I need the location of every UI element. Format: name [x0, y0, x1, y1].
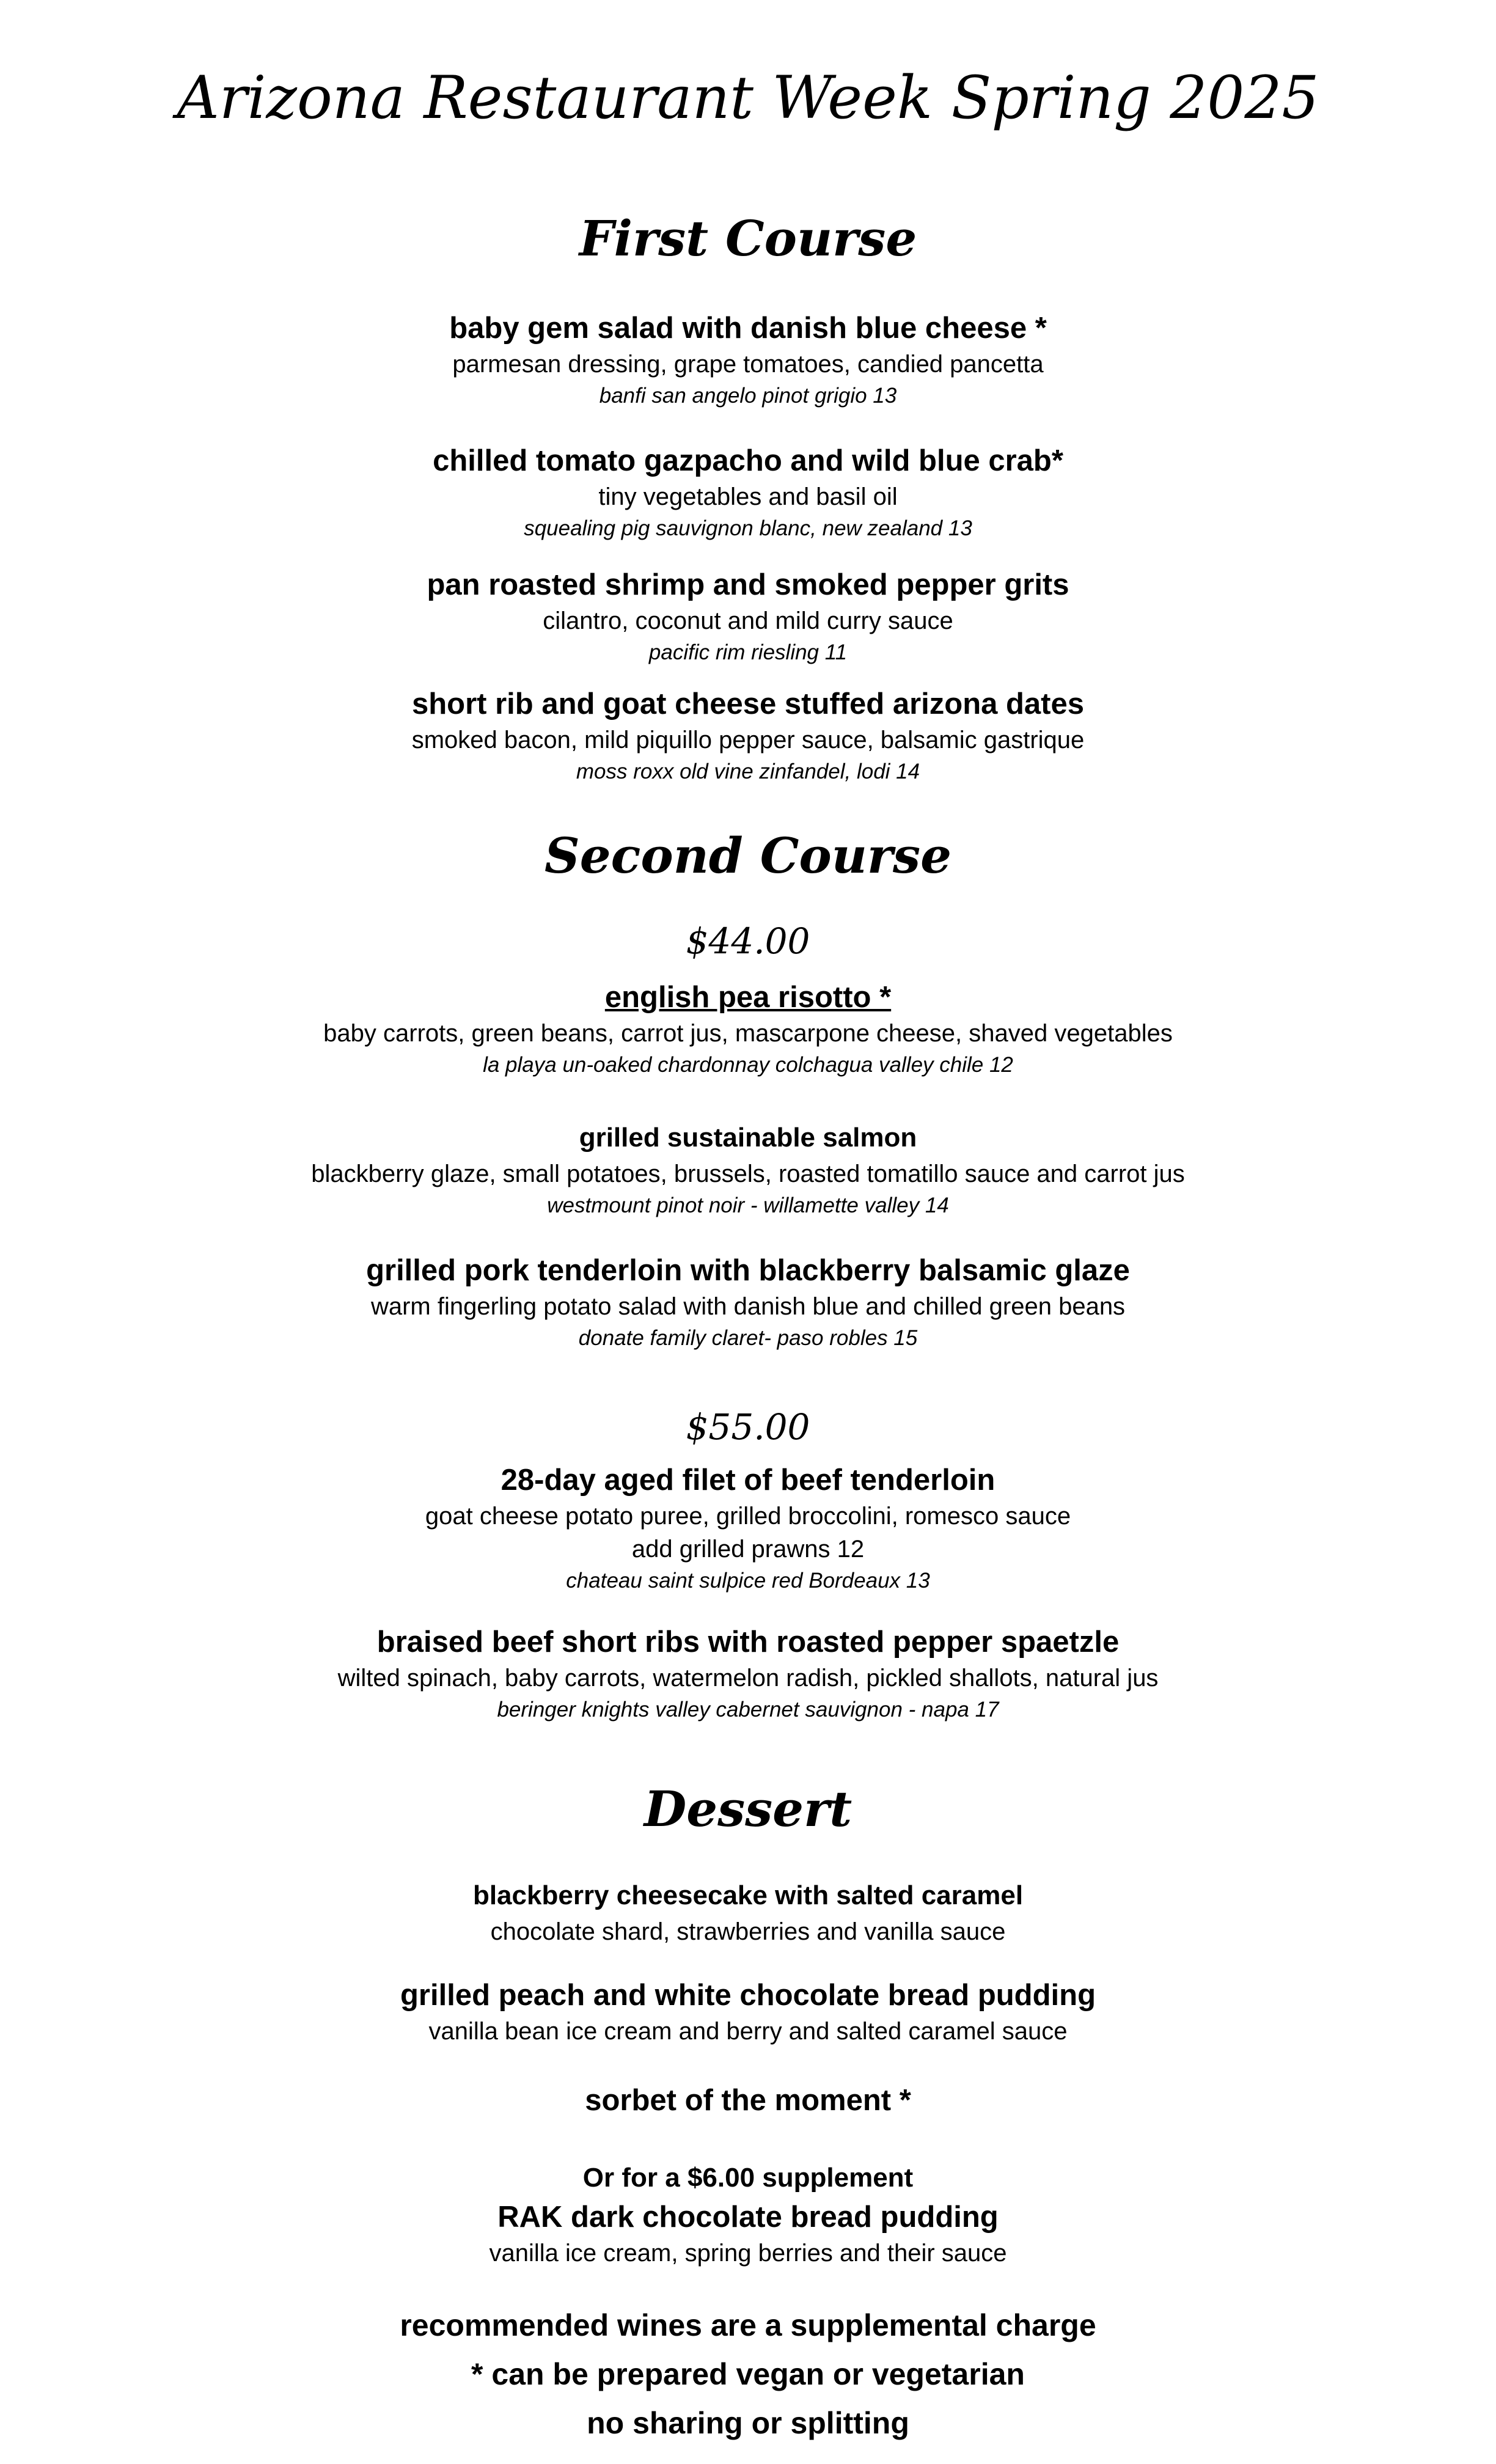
menu-item-baby-gem-salad: [0, 309, 1496, 411]
item-name: pan roasted shrimp and smoked pepper grits: [427, 568, 1069, 601]
wine-pairing: la playa un-oaked chardonnay colchagua valley chile 12: [483, 1053, 1013, 1077]
item-description: wilted spinach, baby carrots, watermelon radish, pickled shallots, natural jus: [337, 1665, 1159, 1692]
item-name: grilled pork tenderloin with blackberry balsamic glaze: [366, 1254, 1130, 1287]
item-description: warm fingerling potato salad with danish blue and chilled green beans: [370, 1293, 1126, 1320]
wine-pairing: donate family claret- paso robles 15: [578, 1326, 918, 1350]
supplement-label: Or for a $6.00 supplement: [582, 2163, 914, 2193]
wine-pairing: westmount pinot noir - willamette valley 14: [547, 1194, 949, 1217]
note-no-sharing: no sharing or splitting: [587, 2406, 909, 2440]
item-name: chilled tomato gazpacho and wild blue crab*: [433, 444, 1063, 477]
item-description: parmesan dressing, grape tomatoes, candied pancetta: [452, 351, 1044, 378]
item-name: RAK dark chocolate bread pudding: [497, 2201, 999, 2234]
item-name: english pea risotto *: [604, 981, 892, 1014]
menu-item-short-ribs: [0, 1623, 1496, 1725]
wine-pairing: squealing pig sauvignon blanc, new zealand 13: [524, 516, 972, 540]
menu-item-bread-pudding: [0, 1976, 1496, 2048]
item-name: grilled sustainable salmon: [579, 1123, 917, 1153]
item-name: grilled peach and white chocolate bread pudding: [400, 1979, 1096, 2012]
item-name: braised beef short ribs with roasted pepper spaetzle: [376, 1626, 1120, 1659]
menu-item-filet: [0, 1461, 1496, 1596]
menu-item-pork-tenderloin: [0, 1251, 1496, 1354]
item-description: cilantro, coconut and mild curry sauce: [543, 607, 953, 634]
menu-item-shrimp-grits: [0, 565, 1496, 668]
item-description: vanilla bean ice cream and berry and salted caramel sauce: [428, 2018, 1068, 2045]
wine-pairing: banfi san angelo pinot grigio 13: [599, 384, 897, 408]
dessert-heading: Dessert: [644, 1780, 853, 1838]
menu-item-gazpacho: [0, 441, 1496, 544]
supplement-section: [0, 2158, 1496, 2270]
menu-item-cheesecake: [0, 1876, 1496, 1948]
item-description: vanilla ice cream, spring berries and their sauce: [489, 2240, 1007, 2267]
note-vegan: * can be prepared vegan or vegetarian: [471, 2357, 1025, 2391]
item-name: short rib and goat cheese stuffed arizona dates: [411, 688, 1084, 721]
page-title: Arizona Restaurant Week Spring 2025: [177, 64, 1319, 132]
item-name: sorbet of the moment *: [585, 2084, 911, 2117]
item-description: chocolate shard, strawberries and vanilla sauce: [490, 1918, 1006, 1945]
item-name: baby gem salad with danish blue cheese *: [449, 312, 1047, 345]
price-tier-55: $55.00: [686, 1406, 810, 1448]
wine-pairing: beringer knights valley cabernet sauvignon - napa 17: [497, 1698, 999, 1722]
menu-item-sorbet: [0, 2081, 1496, 2120]
item-name: blackberry cheesecake with salted caramel: [472, 1880, 1024, 1910]
menu-item-stuffed-dates: [0, 684, 1496, 787]
wine-pairing: moss roxx old vine zinfandel, lodi 14: [576, 760, 920, 783]
item-description: blackberry glaze, small potatoes, brussels, roasted tomatillo sauce and carrot jus: [311, 1160, 1185, 1187]
menu-item-salmon: [0, 1118, 1496, 1221]
item-addon: add grilled prawns 12: [631, 1536, 865, 1563]
first-course-heading: First Course: [579, 210, 917, 267]
menu-item-pea-risotto: [0, 978, 1496, 1080]
item-description: baby carrots, green beans, carrot jus, mascarpone cheese, shaved vegetables: [323, 1020, 1173, 1047]
item-description: smoked bacon, mild piquillo pepper sauce, balsamic gastrique: [411, 727, 1085, 754]
item-name: 28-day aged filet of beef tenderloin: [501, 1464, 996, 1497]
price-tier-44: $44.00: [686, 920, 810, 962]
wine-pairing: pacific rim riesling 11: [648, 640, 848, 664]
second-course-heading: Second Course: [544, 827, 952, 884]
item-description: goat cheese potato puree, grilled broccolini, romesco sauce: [425, 1503, 1071, 1530]
wine-pairing: chateau saint sulpice red Bordeaux 13: [566, 1569, 930, 1593]
note-wine-charge: recommended wines are a supplemental charge: [400, 2308, 1096, 2342]
item-description: tiny vegetables and basil oil: [598, 483, 898, 510]
